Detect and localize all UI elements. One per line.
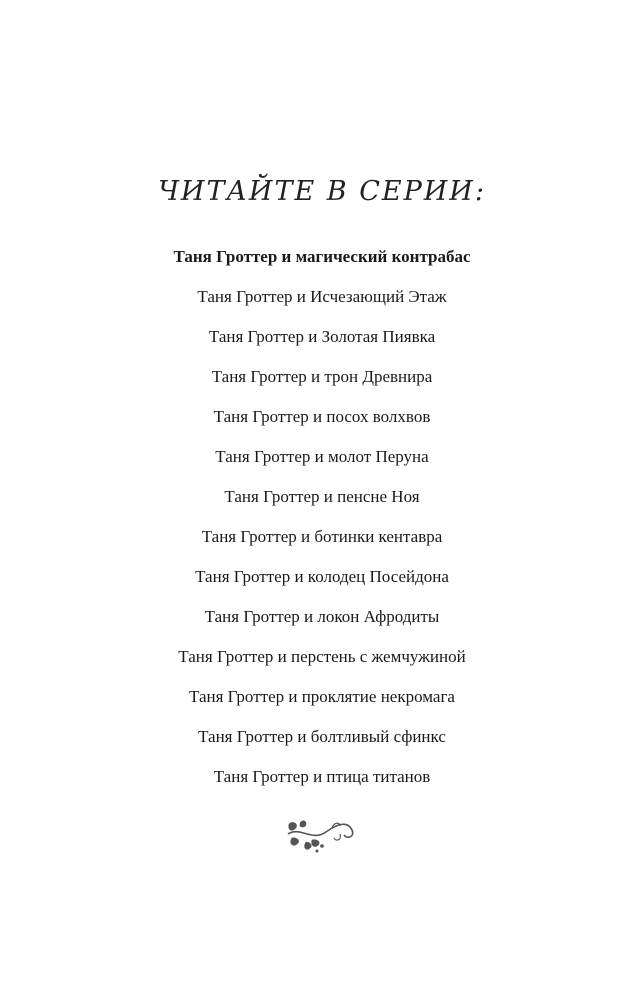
book-title-10: Таня Гроттер и локон Афродиты [204, 607, 440, 626]
book-title-8: Таня Гроттер и ботинки кентавра [201, 527, 443, 546]
book-title-1: Таня Гроттер и магический контрабас [173, 247, 471, 266]
book-title-12: Таня Гроттер и проклятие некромага [189, 687, 455, 706]
book-title-14: Таня Гроттер и птица титанов [213, 767, 431, 786]
floral-vine-icon [282, 812, 362, 858]
series-book-list [0, 243, 644, 803]
book-title-9: Таня Гроттер и колодец Посейдона [195, 567, 449, 586]
book-title-13: Таня Гроттер и болтливый сфинкс [198, 727, 446, 746]
book-title-6: Таня Гроттер и молот Перуна [215, 447, 429, 466]
book-title-11: Таня Гроттер и перстень с жемчужиной [178, 647, 466, 666]
book-title-4: Таня Гроттер и трон Древнира [211, 367, 433, 386]
book-title-3: Таня Гроттер и Золотая Пиявка [208, 327, 436, 346]
series-heading: ЧИТАЙТЕ В СЕРИИ: [158, 176, 486, 207]
book-title-7: Таня Гроттер и пенсне Ноя [224, 487, 420, 506]
book-title-5: Таня Гроттер и посох волхвов [213, 407, 431, 426]
book-title-2: Таня Гроттер и Исчезающий Этаж [197, 287, 447, 306]
